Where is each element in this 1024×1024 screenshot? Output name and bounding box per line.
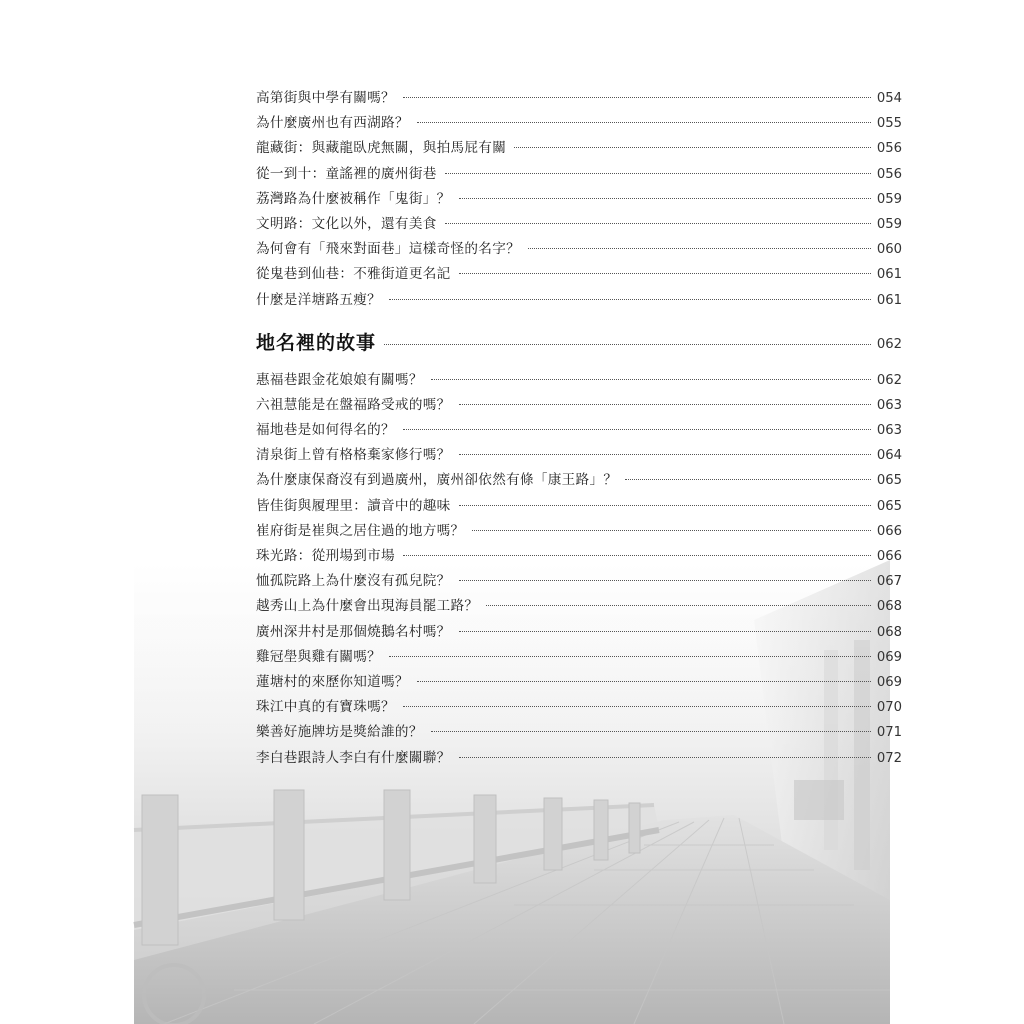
toc-entry [256,494,902,519]
toc-entry [256,136,902,161]
toc-entry-page-number: 065 [876,473,902,489]
toc-entry-page-number: 072 [876,750,902,766]
dot-leader [384,344,871,345]
toc-entry [256,670,902,695]
toc-entry-title: 樂善好施牌坊是獎給誰的？ [256,724,423,741]
dot-leader [459,198,871,199]
toc-entry-page-number: 069 [876,674,902,690]
toc-section-heading-page-number: 062 [876,337,902,353]
toc-entry-title: 什麼是洋塘路五瘦？ [256,291,382,308]
toc-entry-page-number: 066 [876,549,902,564]
dot-leader [459,757,871,758]
toc-entry [256,720,902,745]
toc-entry-page-number: 054 [876,91,902,106]
toc-entry-page-number: 068 [876,599,902,615]
toc-entry [256,443,902,468]
toc-entry-page-number: 069 [876,649,902,665]
toc-entry-page-number: 066 [876,523,902,539]
toc-entry-title: 珠光路：從刑場到市場 [256,548,395,564]
dot-leader [459,273,871,274]
dot-leader [403,706,871,707]
dot-leader [625,479,871,480]
toc-entry [256,187,902,212]
dot-leader [459,404,871,405]
toc-entry [256,393,902,418]
toc-entry [256,86,902,111]
dot-leader [459,631,871,632]
toc-entry-page-number: 060 [876,242,902,258]
toc-entry-title: 清泉街上曾有格格棄家修行嗎？ [256,447,451,464]
table-of-contents [256,86,902,771]
toc-entry [256,111,902,136]
toc-entry-page-number: 063 [876,423,902,439]
toc-entry [256,645,902,670]
toc-entry-page-number: 064 [876,448,902,464]
toc-entry-title: 蓮塘村的來歷你知道嗎？ [256,673,409,690]
toc-entry-page-number: 061 [876,292,902,308]
toc-entry [256,212,902,237]
dot-leader [459,580,871,581]
toc-entry-title: 珠江中真的有寶珠嗎？ [256,699,395,716]
toc-entry-title: 為什麼康保裔沒有到過廣州，廣州卻依然有條「康王路」？ [256,472,618,489]
toc-entry [256,468,902,493]
toc-entry-title: 從一到十：童謠裡的廣州街巷 [256,165,437,182]
dot-leader [445,223,871,224]
toc-entry-title: 恤孤院路上為什麼沒有孤兒院？ [256,573,451,590]
toc-entry-title: 越秀山上為什麼會出現海員罷工路？ [256,598,479,615]
toc-entry-page-number: 056 [876,166,902,182]
toc-entry [256,569,902,594]
toc-entry-page-number: 067 [876,574,902,590]
dot-leader [459,454,871,455]
toc-entry-page-number: 055 [876,116,902,132]
toc-entry-title: 龍藏街：與藏龍臥虎無關，與拍馬屁有關 [256,140,507,157]
toc-entry [256,237,902,262]
dot-leader [431,379,871,380]
toc-entry [256,262,902,287]
toc-section-heading-title: 地名裡的故事 [256,332,377,355]
dot-leader [445,173,871,174]
toc-entry [256,695,902,720]
toc-entry-page-number: 071 [876,725,902,741]
toc-entry-page-number: 068 [876,624,902,640]
dot-leader [486,605,871,606]
toc-section-heading [256,322,902,362]
toc-entry [256,594,902,619]
toc-entry-title: 李白巷跟詩人李白有什麼關聯？ [256,749,451,766]
toc-entry-title: 崔府街是崔與之居住過的地方嗎？ [256,522,465,539]
toc-entry-page-number: 061 [876,267,902,283]
toc-entry [256,620,902,645]
dot-leader [389,656,871,657]
toc-entry [256,746,902,771]
toc-entry-title: 從鬼巷到仙巷：不雅街道更名記 [256,266,451,283]
toc-entry [256,162,902,187]
toc-entry-title: 高第街與中學有關嗎？ [256,90,395,106]
toc-entry-title: 六祖慧能是在盤福路受戒的嗎？ [256,396,451,413]
dot-leader [417,122,871,123]
toc-entry [256,519,902,544]
toc-entry-page-number: 070 [876,700,902,716]
toc-entry-page-number: 059 [876,191,902,207]
toc-entry-title: 文明路：文化以外，還有美食 [256,215,437,232]
dot-leader [528,248,871,249]
book-page [134,0,902,1024]
dot-leader [459,505,871,506]
dot-leader [389,299,871,300]
toc-entry-page-number: 062 [876,372,902,388]
toc-entry-title: 惠福巷跟金花娘娘有關嗎？ [256,371,423,388]
toc-entry [256,368,902,393]
toc-entry-page-number: 063 [876,397,902,413]
dot-leader [403,97,871,98]
toc-entry [256,544,902,569]
toc-entry-title: 皆佳街與履理里：讀音中的趣味 [256,497,451,514]
dot-leader [403,555,871,556]
toc-entry-title: 福地巷是如何得名的？ [256,422,395,439]
toc-entry-page-number: 056 [876,141,902,157]
toc-entry-page-number: 059 [876,216,902,232]
toc-entry [256,418,902,443]
toc-entry-title: 廣州深井村是那個燒鵝名村嗎？ [256,623,451,640]
toc-entry-title: 荔灣路為什麼被稱作「鬼街」？ [256,190,451,207]
toc-entry-page-number: 065 [876,498,902,514]
dot-leader [431,731,871,732]
dot-leader [472,530,870,531]
dot-leader [403,429,871,430]
toc-entry-title: 為何會有「飛來對面巷」這樣奇怪的名字？ [256,241,520,258]
toc-entry-title: 雞冠壆與雞有關嗎？ [256,648,382,665]
dot-leader [514,147,871,148]
toc-entry-title: 為什麼廣州也有西湖路？ [256,115,409,132]
dot-leader [417,681,871,682]
toc-entry [256,288,902,313]
